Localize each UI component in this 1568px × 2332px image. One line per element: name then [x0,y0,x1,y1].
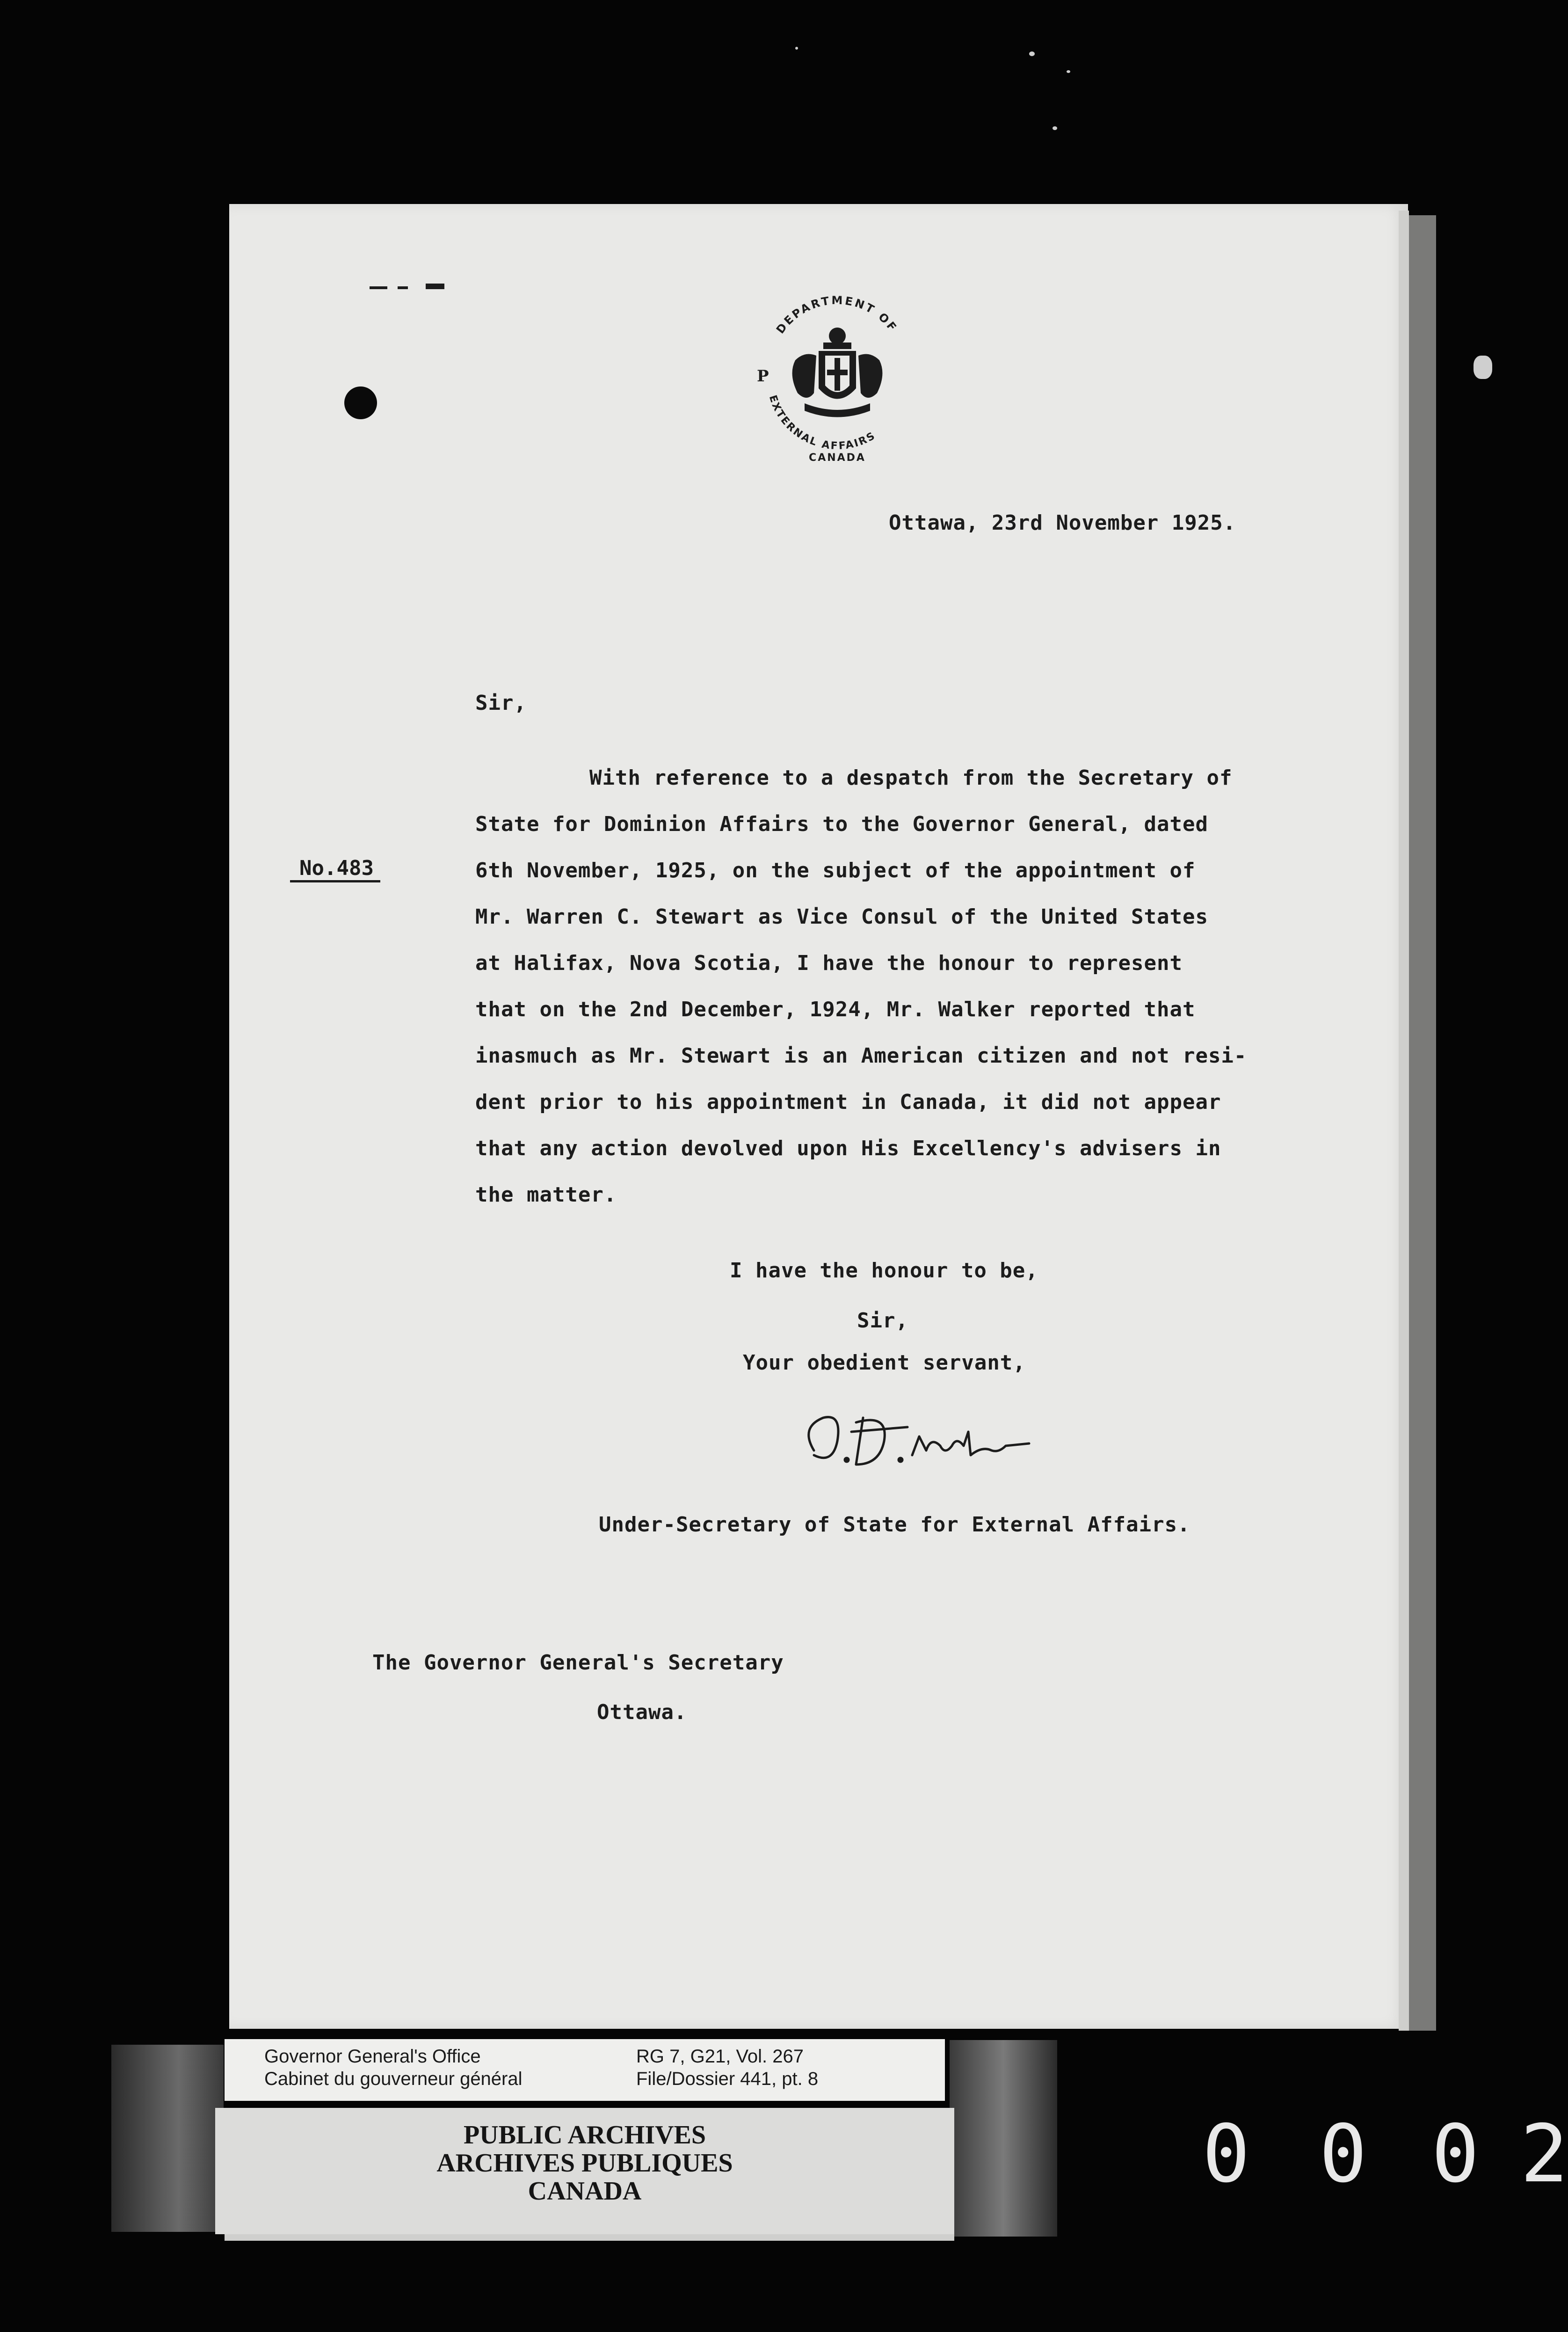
frame-number-digit: 2 [1520,2108,1568,2201]
punch-hole [344,386,377,419]
body-line: dent prior to his appointment in Canada, it did not appear [475,1090,1221,1114]
body-line: 6th November, 1925, on the subject of the appointment of [475,859,1196,882]
handwritten-signature [786,1394,1048,1497]
frame-number-digit: 0 [1202,2108,1250,2201]
archives-french: ARCHIVES PUBLIQUES [436,2149,733,2178]
label-shadow [111,2045,224,2232]
closing-line: Your obedient servant, [743,1351,1026,1375]
label-strip [225,2234,954,2241]
file-reference: File/Dossier 441, pt. 8 [636,2069,819,2089]
sheet-shadow-edge [1408,215,1436,2031]
body-line: With reference to a despatch from the Secretary of [589,766,1233,790]
frame-number-digit: 0 [1431,2108,1480,2201]
date-line: Ottawa, 23rd November 1925. [889,511,1236,535]
signatory-title: Under-Secretary of State for External Affairs. [599,1513,1191,1537]
salutation: Sir, [475,691,527,715]
archives-english: PUBLIC ARCHIVES [463,2121,706,2150]
body-line: at Halifax, Nova Scotia, I have the honour to represent [475,951,1183,975]
film-speck [1067,70,1070,73]
film-speck [1474,356,1492,379]
svg-text:EXTERNAL AFFAIRS [767,394,878,452]
frame-number-digit: 0 [1319,2108,1367,2201]
crest-text-top: DEPARTMENT OF [773,293,900,336]
addressee-line: The Governor General's Secretary [372,1651,784,1675]
sheet-fold-edge [1399,211,1409,2031]
body-line: the matter. [475,1183,617,1207]
body-line: State for Dominion Affairs to the Governor General, dated [475,812,1208,836]
crest-text-bottom: EXTERNAL AFFAIRS [766,394,878,452]
film-speck [795,47,798,50]
label-shadow [950,2040,1057,2237]
archives-country: CANADA [528,2177,642,2206]
crest-text-country: CANADA [809,452,866,464]
closing-line: Sir, [857,1309,908,1333]
ink-marks [370,283,454,292]
body-line: that any action devolved upon His Excellency's advisers in [475,1137,1221,1160]
public-archives-label [215,2108,954,2234]
film-speck [1053,126,1057,130]
closing-line: I have the honour to be, [730,1259,1038,1283]
department-crest [739,281,936,477]
office-english: Governor General's Office [264,2046,481,2067]
archive-reference-label [225,2039,945,2101]
office-french: Cabinet du gouverneur général [264,2069,523,2089]
addressee-line: Ottawa. [597,1700,687,1724]
body-line: Mr. Warren C. Stewart as Vice Consul of the United States [475,905,1208,929]
body-line: inasmuch as Mr. Stewart is an American citizen and not resi- [475,1044,1247,1068]
letter-sheet [229,204,1408,2029]
crest-side-mark: P [757,367,769,386]
body-line: that on the 2nd December, 1924, Mr. Walker reported that [475,998,1196,1021]
film-speck [1029,51,1035,56]
record-group-reference: RG 7, G21, Vol. 267 [636,2046,804,2067]
margin-note: No.483 [290,856,380,882]
